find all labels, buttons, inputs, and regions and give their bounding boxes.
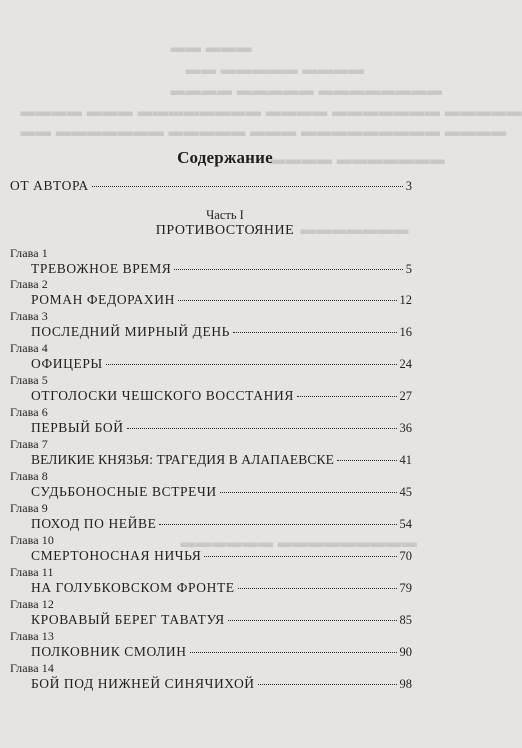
chapter-entry — [31, 516, 412, 532]
chapter-entry — [31, 261, 412, 277]
toc-entry-title: ОТ АВТОРА — [10, 178, 89, 193]
chapter-label: Глава 2 — [10, 277, 48, 291]
chapter-page: 5 — [405, 262, 412, 276]
dot-leader — [127, 428, 397, 429]
dot-leader — [238, 588, 397, 589]
chapter-page: 41 — [399, 453, 412, 467]
chapter-label: Глава 10 — [10, 533, 54, 547]
chapter-label: Глава 4 — [10, 341, 48, 355]
chapter-title: СМЕРТОНОСНАЯ НИЧЬЯ — [31, 548, 202, 563]
chapter-title: ПОЛКОВНИК СМОЛИН — [31, 644, 187, 659]
chapter-page: 98 — [399, 677, 412, 691]
chapter-title: РОМАН ФЕДОРАХИН — [31, 292, 175, 307]
chapter-label: Глава 9 — [10, 501, 48, 515]
toc-entry-page: 3 — [405, 179, 412, 193]
chapter-label: Глава 6 — [10, 405, 48, 419]
dot-leader — [159, 524, 396, 525]
chapter-title: НА ГОЛУБКОВСКОМ ФРОНТЕ — [31, 580, 235, 595]
chapter-page: 24 — [399, 357, 412, 371]
chapter-entry — [31, 484, 412, 500]
chapter-title: ОФИЦЕРЫ — [31, 356, 103, 371]
dot-leader — [178, 300, 397, 301]
chapter-label: Глава 1 — [10, 246, 48, 260]
chapter-page: 79 — [399, 581, 412, 595]
chapter-title: КРОВАВЫЙ БЕРЕГ ТАВАТУЯ — [31, 612, 225, 627]
chapter-label: Глава 13 — [10, 629, 54, 643]
dot-leader — [297, 396, 397, 397]
chapter-entry — [31, 292, 412, 308]
show-through-texture: ▬▬▬ ▬▬ ▬▬▬▬ ▬▬▬▬▬ ▬▬ ▬▬▬▬▬▬▬▬ ▬▬▬▬▬ ▬▬▬▬ ▬▬▬▬▬ ▬▬▬▬▬▬▬ ▬▬▬▬ ▬▬▬▬▬▬▬▬ ▬▬▬ ▬▬▬▬ ▬▬▬▬ ▬▬▬▬▬▬▬▬▬ ▬▬▬ ▬▬▬▬▬ ▬▬▬▬▬▬▬ ▬▬ ▬▬▬▬▬▬▬ ▬▬▬▬ ▬▬▬▬▬▬▬ ▬▬▬▬▬▬▬▬▬ ▬▬▬▬▬▬ — [20, 40, 522, 551]
chapter-page: 36 — [399, 421, 412, 435]
dot-leader — [174, 269, 402, 270]
dot-leader — [106, 364, 397, 365]
chapter-title: ОТГОЛОСКИ ЧЕШСКОГО ВОССТАНИЯ — [31, 388, 294, 403]
chapter-label: Глава 12 — [10, 597, 54, 611]
dot-leader — [220, 492, 397, 493]
chapter-title: ПЕРВЫЙ БОЙ — [31, 420, 124, 435]
chapter-label: Глава 8 — [10, 469, 48, 483]
dot-leader — [228, 620, 397, 621]
chapter-title: ПОХОД ПО НЕЙВЕ — [31, 516, 157, 531]
toc-intro-entry — [10, 178, 412, 194]
dot-leader — [233, 332, 396, 333]
chapter-title: СУДЬБОНОСНЫЕ ВСТРЕЧИ — [31, 484, 217, 499]
dot-leader — [204, 556, 396, 557]
dot-leader — [258, 684, 397, 685]
chapter-entry — [31, 388, 412, 404]
chapter-label: Глава 11 — [10, 565, 54, 579]
chapter-title: ТРЕВОЖНОЕ ВРЕМЯ — [31, 261, 172, 276]
toc-title: Содержание — [177, 148, 273, 167]
chapter-entry — [31, 420, 412, 436]
part-label: Часть I — [206, 208, 244, 222]
dot-leader — [190, 652, 397, 653]
chapter-page: 45 — [399, 485, 412, 499]
chapter-entry — [31, 676, 412, 692]
chapter-entry — [31, 452, 412, 468]
chapter-page: 70 — [399, 549, 412, 563]
chapter-label: Глава 5 — [10, 373, 48, 387]
dot-leader — [92, 186, 403, 187]
chapter-page: 85 — [399, 613, 412, 627]
chapter-label: Глава 3 — [10, 309, 48, 323]
chapter-title: ПОСЛЕДНИЙ МИРНЫЙ ДЕНЬ — [31, 324, 231, 339]
chapter-entry — [31, 356, 412, 372]
chapter-page: 27 — [399, 389, 412, 403]
chapter-page: 16 — [399, 325, 412, 339]
chapter-entry — [31, 580, 412, 596]
chapter-entry — [31, 612, 412, 628]
chapter-label: Глава 14 — [10, 661, 54, 675]
chapter-page: 12 — [399, 293, 412, 307]
chapter-title: БОЙ ПОД НИЖНЕЙ СИНЯЧИХОЙ — [31, 676, 255, 691]
chapter-label: Глава 7 — [10, 437, 48, 451]
chapter-page: 90 — [399, 645, 412, 659]
part-title: ПРОТИВОСТОЯНИЕ — [155, 223, 295, 238]
chapter-title: ВЕЛИКИЕ КНЯЗЬЯ: ТРАГЕДИЯ В АЛАПАЕВСКЕ — [31, 452, 334, 467]
chapter-entry — [31, 548, 412, 564]
chapter-page: 54 — [399, 517, 412, 531]
chapter-entry — [31, 324, 412, 340]
dot-leader — [337, 460, 397, 461]
chapter-entry — [31, 644, 412, 660]
